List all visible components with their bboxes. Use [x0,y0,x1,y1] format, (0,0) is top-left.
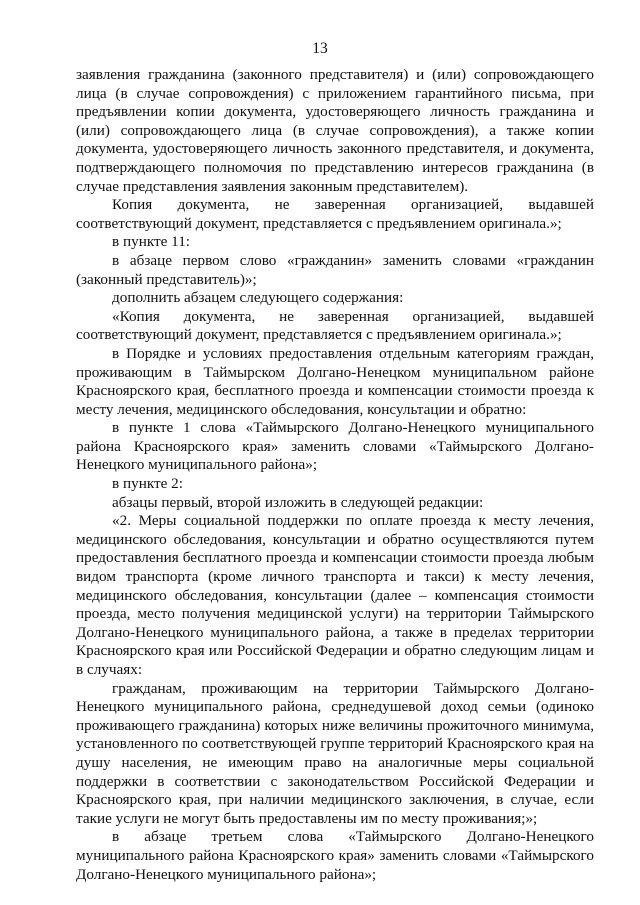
paragraph-new-wording: абзацы первый, второй изложить в следующей редакции: [112,493,484,511]
paragraph-item-1: в пункте 1 слова «Таймырского Долгано-Ненецкого муниципального района Красноярского края» заменить словами «Таймырского Долгано-Ненецкого муниципального района»; [76,419,594,474]
paragraph-continuation: заявления гражданина (законного представителя) и (или) сопровождающего лица (в случае сопровождения) с приложением гарантийного письма, при предъявлении копии документа, удостоверяющего личность гражданина и (или) сопровождающего лица (в случае сопровождения), а также копии документа, удостоверяющего личность законного представителя, и документа, подтверждающего полномочия по представлению интересов гражданина (в случае представления заявления законным представителем). [76,66,594,195]
paragraph-citizens: гражданам, проживающим на территории Таймырского Долгано-Ненецкого муниципального района, среднедушевой доход семьи (одиноко проживающего гражданина) которых ниже величины прожиточного минимума, установленного по соответствующей группе территорий Красноярского края на душу населения, не имеющим право на аналогичные меры социальной поддержки в соответствии с законодательством Российской Федерации и Красноярского края, при наличии медицинского заключения, в случае, если такие услуги не могут быть предоставлены им по месту проживания;»; [76,679,594,827]
paragraph-third-clause: в абзаце третьем слова «Таймырского Долгано-Ненецкого муниципального района Красноярского края» заменить словами «Таймырского Долгано-Ненецкого муниципального района»; [76,828,594,883]
paragraph-support-measures: «2. Меры социальной поддержки по оплате проезда к месту лечения, медицинского обследования, консультации и обратно осуществляются путем предоставления бесплатного проезда и компенсации стоимости проезда любым видом транспорта (кроме личного транспорта и такси) к месту лечения, медицинского обследования, консультации (далее – компенсация стоимости проезда, место получения медицинской услуги) на территории Таймырского Долгано-Ненецкого муниципального района, а также в пределах территории Красноярского края или Российской Федерации и обратно следующим лицам и в случаях: [76,512,594,678]
paragraph-procedure-heading: в Порядке и условиях предоставления отдельным категориям граждан, проживающим в Таймырском Долгано-Ненецком муниципальном районе Красноярского края, бесплатного проезда и компенсации стоимости проезда к месту лечения, медицинского обследования, консультации и обратно: [76,344,594,418]
paragraph-copy-note-1: Копия документа, не заверенная организацией, выдавшей соответствующий документ, представляется с предъявлением оригинала.»; [76,196,594,232]
paragraph-copy-note-2: «Копия документа, не заверенная организацией, выдавшей соответствующий документ, представляется с предъявлением оригинала.»; [76,307,594,344]
paragraph-item-11: в пункте 11: [112,233,191,251]
page-number: 13 [312,40,328,57]
paragraph-add-clause: дополнить абзацем следующего содержания: [112,289,404,307]
paragraph-item-2: в пункте 2: [112,475,183,493]
document-body [76,66,594,884]
paragraph-replace-citizen: в абзаце первом слово «гражданин» заменить словами «гражданин (законный представитель)»; [76,251,594,288]
